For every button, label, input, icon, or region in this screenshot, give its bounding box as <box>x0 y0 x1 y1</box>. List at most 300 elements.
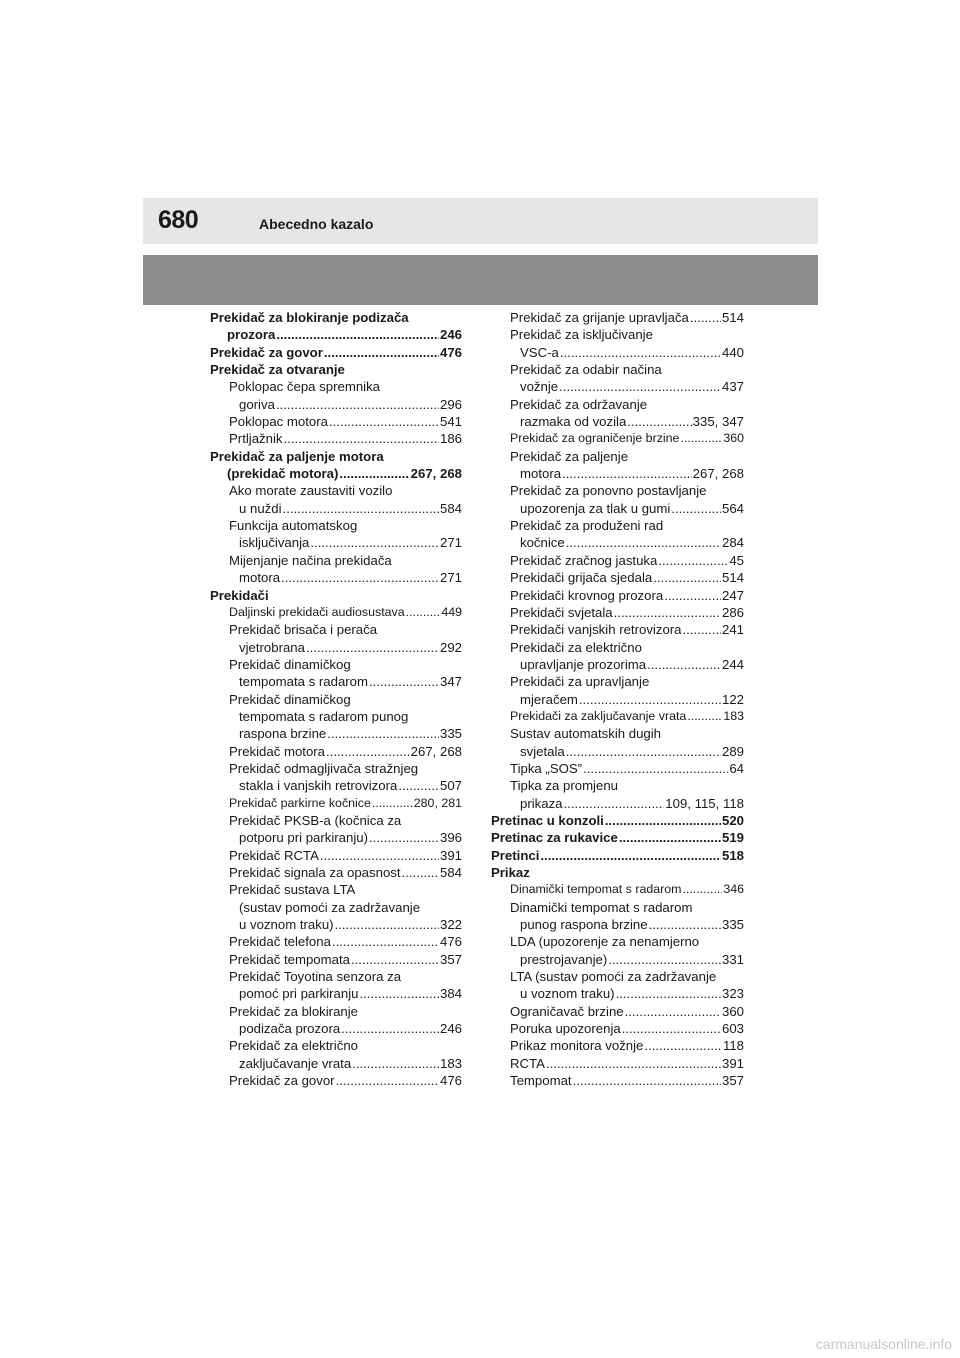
entry-text: Ograničavač brzine <box>510 1003 624 1019</box>
dot-leader <box>284 430 439 447</box>
index-entry <box>210 413 462 430</box>
index-entry <box>210 708 462 725</box>
dot-leader <box>281 569 439 586</box>
page-reference: 507 <box>439 778 462 794</box>
index-entry <box>491 448 744 465</box>
entry-text: Pretinac za rukavice <box>491 830 618 846</box>
index-entry <box>210 482 462 499</box>
entry-text: mjeračem <box>520 691 578 707</box>
entry-text: Prekidač za održavanje <box>510 396 648 412</box>
page-reference: 118 <box>722 1038 744 1054</box>
entry-text: Prekidači za upravljanje <box>510 674 650 690</box>
entry-text: u voznom traku) <box>239 917 334 933</box>
dot-leader <box>608 951 721 968</box>
index-entry <box>491 465 744 482</box>
entry-text: Prekidač telefona <box>229 934 331 950</box>
index-entry <box>491 569 744 586</box>
index-entry <box>210 1072 462 1089</box>
dot-leader <box>562 465 692 482</box>
page-reference: 514 <box>721 570 744 586</box>
entry-text: Prekidači svjetala <box>510 604 613 620</box>
dot-leader <box>690 309 721 326</box>
page-reference: 346 <box>723 882 744 897</box>
entry-text: vjetrobrana <box>239 639 305 655</box>
page-reference: 45 <box>729 552 744 568</box>
index-entry <box>491 1072 744 1089</box>
index-entry <box>210 552 462 569</box>
index-entry <box>491 760 744 777</box>
entry-text: Prekidač Toyotina senzora za <box>229 969 402 985</box>
dot-leader <box>664 587 721 604</box>
index-entry <box>210 673 462 690</box>
index-entry <box>210 656 462 673</box>
page-reference: 476 <box>439 344 462 360</box>
page-reference: 584 <box>439 865 462 880</box>
page-reference: 183 <box>723 708 744 723</box>
index-entry <box>210 604 462 621</box>
entry-text: Prekidač sustava LTA <box>229 882 356 898</box>
dot-leader <box>351 951 439 968</box>
entry-text: Prekidač za blokiranje <box>229 1003 359 1019</box>
page-reference: 584 <box>439 500 462 516</box>
page-reference: 518 <box>721 847 744 863</box>
dot-leader <box>276 396 439 413</box>
dot-leader <box>369 829 439 846</box>
index-entry <box>210 1037 462 1054</box>
index-entry <box>491 413 744 430</box>
page-reference: 267, 268 <box>410 743 462 759</box>
page-reference: 244 <box>721 656 744 672</box>
page-reference: 331 <box>721 951 744 967</box>
dot-leader <box>680 430 722 447</box>
entry-text: u voznom traku) <box>520 986 615 1002</box>
index-entry <box>210 864 462 881</box>
index-entry <box>210 933 462 950</box>
dot-leader <box>649 916 721 933</box>
page-reference: 391 <box>721 1055 744 1071</box>
entry-text: Tipka za promjenu <box>510 778 618 794</box>
index-entry <box>491 361 744 378</box>
entry-text: Prekidač parkirne kočnice <box>229 795 371 810</box>
index-entry <box>491 777 744 794</box>
dot-leader <box>369 673 439 690</box>
dot-leader <box>406 604 441 621</box>
entry-text: Prekidači vanjskih retrovizora <box>510 622 682 638</box>
dot-leader <box>372 795 413 812</box>
page-reference: 514 <box>721 310 744 325</box>
page-reference: 440 <box>721 344 744 360</box>
page-reference: 449 <box>441 604 462 619</box>
index-entry <box>210 465 462 482</box>
entry-text: Prekidači za električno <box>510 639 642 655</box>
dot-leader <box>605 812 721 829</box>
index-entry <box>210 899 462 916</box>
entry-text: Poklopac čepa spremnika <box>229 379 381 395</box>
entry-text: pomoć pri parkiranju <box>239 986 359 1002</box>
page-reference: 322 <box>439 917 462 933</box>
entry-text: goriva <box>239 396 275 412</box>
dot-leader <box>647 656 721 673</box>
header-band <box>143 255 818 305</box>
index-entry <box>491 829 744 846</box>
entry-text: Prekidač za govor <box>210 344 323 360</box>
entry-text: Prekidač za produženi rad <box>510 518 664 534</box>
index-entry <box>491 916 744 933</box>
page-reference: 122 <box>721 691 744 707</box>
entry-text: Sustav automatskih dugih <box>510 726 662 742</box>
entry-text: Prekidač brisača i perača <box>229 622 378 638</box>
dot-leader <box>398 777 439 794</box>
entry-text: punog raspona brzine <box>520 917 648 933</box>
page-reference: 335 <box>439 726 462 742</box>
entry-text: Funkcija automatskog <box>229 518 358 534</box>
page-reference: 360 <box>721 1003 744 1019</box>
entry-text: Prekidači grijača sjedala <box>510 570 653 586</box>
page-reference: 476 <box>439 934 462 950</box>
entry-text: Prekidači za zaključavanje vrata <box>510 708 687 723</box>
dot-leader <box>579 691 721 708</box>
entry-text: Dinamički tempomat s radarom <box>510 899 693 915</box>
index-entry <box>210 378 462 395</box>
index-entry <box>210 361 462 378</box>
page-reference: 271 <box>439 570 462 586</box>
entry-text: raspona brzine <box>239 726 327 742</box>
page-reference: 347 <box>439 674 462 690</box>
index-entry <box>210 812 462 829</box>
dot-leader <box>573 1072 721 1089</box>
index-entry <box>491 985 744 1002</box>
index-entry <box>210 829 462 846</box>
entry-text: Prekidač tempomata <box>229 951 350 967</box>
entry-text: Prekidač RCTA <box>229 847 319 863</box>
entry-text: isključivanja <box>239 535 310 551</box>
dot-leader <box>622 1020 721 1037</box>
entry-text: tempomata s radarom <box>239 674 368 690</box>
index-entry <box>210 639 462 656</box>
page-reference: 246 <box>439 327 462 343</box>
index-entry <box>491 378 744 395</box>
dot-leader <box>276 326 439 343</box>
entry-text: Pretinci <box>491 847 540 863</box>
dot-leader <box>583 760 728 777</box>
index-entry <box>491 309 744 326</box>
entry-text: stakla i vanjskih retrovizora <box>239 778 398 794</box>
entry-text: Prekidač za ograničenje brzine <box>510 431 680 446</box>
page-reference: 520 <box>721 812 744 828</box>
page-reference: 64 <box>729 760 744 776</box>
page-reference: 267, 268 <box>410 466 462 482</box>
page-reference: 603 <box>721 1021 744 1037</box>
page-reference: 384 <box>439 986 462 1002</box>
entry-text: Prekidač za odabir načina <box>510 362 662 378</box>
index-entry <box>491 482 744 499</box>
index-entry <box>491 899 744 916</box>
index-entry <box>210 985 462 1002</box>
entry-text: Prekidač za otvaranje <box>210 362 345 378</box>
page-reference: 267, 268 <box>692 466 744 482</box>
dot-leader <box>332 933 439 950</box>
dot-leader <box>627 413 691 430</box>
index-entry <box>491 1020 744 1037</box>
page-reference: 335 <box>721 917 744 933</box>
page-reference: 292 <box>439 639 462 655</box>
index-entry <box>210 1055 462 1072</box>
dot-leader <box>671 500 721 517</box>
index-entry <box>210 777 462 794</box>
entry-text: Prekidač PKSB-a (kočnica za <box>229 812 402 828</box>
entry-text: podizača prozora <box>239 1021 341 1037</box>
page-reference: 437 <box>721 379 744 395</box>
entry-text: Prekidač za paljenje <box>510 448 629 464</box>
page-reference: 564 <box>721 500 744 516</box>
page-reference: 246 <box>439 1021 462 1037</box>
index-entry <box>491 534 744 551</box>
entry-text: prozora <box>227 327 276 343</box>
dot-leader <box>619 829 721 846</box>
dot-leader <box>566 534 721 551</box>
dot-leader <box>320 847 439 864</box>
entry-text: upozorenja za tlak u gumi <box>520 500 671 516</box>
entry-text: u nuždi <box>239 500 282 516</box>
index-entry <box>491 864 744 881</box>
dot-leader <box>329 413 439 430</box>
index-entry <box>210 743 462 760</box>
page-reference: 396 <box>439 830 462 846</box>
page-reference: 271 <box>439 535 462 551</box>
dot-leader <box>352 1055 439 1072</box>
index-entry <box>491 743 744 760</box>
entry-text: upravljanje prozorima <box>520 656 647 672</box>
entry-text: Prekidač za paljenje motora <box>210 448 384 464</box>
dot-leader <box>359 985 439 1002</box>
index-entry <box>210 569 462 586</box>
page-reference: 541 <box>439 414 462 430</box>
entry-text: Poklopac motora <box>229 414 328 430</box>
index-entry <box>491 881 744 898</box>
dot-leader <box>644 1037 722 1054</box>
index-entry <box>210 587 462 604</box>
page-reference: 357 <box>439 951 462 967</box>
entry-text: motora <box>239 570 281 586</box>
dot-leader <box>566 743 721 760</box>
entry-text: (sustav pomoći za zadržavanje <box>239 899 421 915</box>
entry-text: Pretinac u konzoli <box>491 812 604 828</box>
index-entry <box>491 1003 744 1020</box>
index-entry <box>210 448 462 465</box>
entry-text: Prekidač motora <box>229 743 326 759</box>
entry-text: Prekidač za isključivanje <box>510 327 653 343</box>
dot-leader <box>625 1003 721 1020</box>
page-reference: 289 <box>721 743 744 759</box>
index-entry <box>210 968 462 985</box>
page-reference: 323 <box>721 986 744 1002</box>
entry-text: razmaka od vozila <box>520 414 627 430</box>
entry-text: Tipka „SOS” <box>510 760 583 776</box>
dot-leader <box>327 725 439 742</box>
entry-text: Prekidači krovnog prozora <box>510 587 664 603</box>
index-entry <box>210 534 462 551</box>
dot-leader <box>687 708 722 725</box>
index-entry <box>210 344 462 361</box>
index-entry <box>210 795 462 812</box>
index-entry <box>210 430 462 447</box>
index-entry <box>210 916 462 933</box>
dot-leader <box>310 534 439 551</box>
page-number: 680 <box>158 206 199 234</box>
page-reference: 476 <box>439 1073 462 1089</box>
entry-text: Prekidač za električno <box>229 1038 359 1054</box>
header-bar <box>143 198 818 244</box>
dot-leader <box>335 916 439 933</box>
entry-text: Prikaz monitora vožnje <box>510 1038 644 1054</box>
entry-text: Prekidači <box>210 587 269 603</box>
index-entry <box>491 1055 744 1072</box>
index-entry <box>491 621 744 638</box>
entry-text: Prekidač za govor <box>229 1073 335 1089</box>
page-reference: 335, 347 <box>692 414 744 430</box>
index-entry <box>210 500 462 517</box>
entry-text: Mijenjanje načina prekidača <box>229 552 392 568</box>
index-entry <box>491 604 744 621</box>
dot-leader <box>326 743 410 760</box>
page-reference: 286 <box>721 604 744 620</box>
page-reference: 519 <box>721 830 744 846</box>
entry-text: prikaza <box>520 795 563 811</box>
page-reference: 241 <box>721 622 744 638</box>
dot-leader <box>564 795 665 812</box>
index-entry <box>210 1020 462 1037</box>
index-entry <box>491 396 744 413</box>
dot-leader <box>546 1055 721 1072</box>
index-entry <box>491 639 744 656</box>
dot-leader <box>559 378 721 395</box>
entry-text: zaključavanje vrata <box>239 1055 352 1071</box>
entry-text: Prekidač za blokiranje podizača <box>210 310 409 325</box>
entry-text: Prekidač odmagljivača stražnjeg <box>229 760 419 776</box>
entry-text: Ako morate zaustaviti vozilo <box>229 483 393 499</box>
index-entry <box>210 725 462 742</box>
entry-text: Prekidač dinamičkog <box>229 691 351 707</box>
index-entry <box>491 795 744 812</box>
entry-text: Prikaz <box>491 865 530 880</box>
index-entry <box>491 847 744 864</box>
page-reference: 357 <box>721 1073 744 1089</box>
page-reference: 247 <box>721 587 744 603</box>
index-entry <box>210 517 462 534</box>
dot-leader <box>306 639 439 656</box>
section-title: Abecedno kazalo <box>259 216 374 232</box>
index-entry <box>210 881 462 898</box>
index-entry <box>491 587 744 604</box>
entry-text: Daljinski prekidači audiosustava <box>229 604 405 619</box>
dot-leader <box>336 1072 439 1089</box>
dot-leader <box>324 344 439 361</box>
index-entry <box>491 968 744 985</box>
dot-leader <box>402 864 439 881</box>
entry-text: Prekidač dinamičkog <box>229 656 351 672</box>
dot-leader <box>560 344 721 361</box>
dot-leader <box>683 621 721 638</box>
dot-leader <box>658 552 728 569</box>
index-entry <box>491 500 744 517</box>
entry-text: prestrojavanje) <box>520 951 608 967</box>
index-entry <box>491 708 744 725</box>
dot-leader <box>540 847 721 864</box>
index-entry <box>491 673 744 690</box>
entry-text: potporu pri parkiranju) <box>239 830 369 846</box>
entry-text: Prekidač zračnog jastuka <box>510 552 658 568</box>
page-reference: 284 <box>721 535 744 551</box>
page-reference: 391 <box>439 847 462 863</box>
entry-text: Poruka upozorenja <box>510 1021 621 1037</box>
watermark: carmanualsonline.info <box>815 1336 952 1352</box>
index-entry <box>210 691 462 708</box>
index-column-right <box>491 309 744 1089</box>
page-reference: 183 <box>439 1055 462 1071</box>
page-reference: 360 <box>723 431 744 446</box>
index-entry <box>491 951 744 968</box>
dot-leader <box>614 604 721 621</box>
index-entry <box>491 1037 744 1054</box>
entry-text: tempomata s radarom punog <box>239 708 409 724</box>
index-entry <box>491 326 744 343</box>
dot-leader <box>682 881 722 898</box>
index-entry <box>491 691 744 708</box>
index-entry <box>491 344 744 361</box>
entry-text: kočnice <box>520 535 565 551</box>
page-reference: 109, 115, 118 <box>665 795 744 811</box>
index-entry <box>491 552 744 569</box>
dot-leader <box>283 500 439 517</box>
entry-text: Prekidač signala za opasnost <box>229 865 401 880</box>
entry-text: LDA (upozorenje za nenamjerno <box>510 934 700 950</box>
index-entry <box>491 430 744 447</box>
entry-text: (prekidač motora) <box>227 466 339 482</box>
index-column-left <box>210 309 462 1089</box>
index-entry <box>210 309 462 326</box>
index-entry <box>210 760 462 777</box>
entry-text: Dinamički tempomat s radarom <box>510 882 682 897</box>
dot-leader <box>653 569 721 586</box>
index-entry <box>491 933 744 950</box>
index-entry <box>210 396 462 413</box>
page-reference: 186 <box>439 431 462 447</box>
page-reference: 280, 281 <box>413 795 462 810</box>
index-entry <box>491 725 744 742</box>
entry-text: VSC-a <box>520 344 559 360</box>
entry-text: RCTA <box>510 1055 545 1071</box>
dot-leader <box>341 1020 439 1037</box>
index-entry <box>210 951 462 968</box>
entry-text: Prekidač za ponovno postavljanje <box>510 483 707 499</box>
dot-leader <box>616 985 721 1002</box>
entry-text: vožnje <box>520 379 559 395</box>
index-entry <box>491 812 744 829</box>
index-entry <box>491 656 744 673</box>
index-entry <box>210 1003 462 1020</box>
entry-text: svjetala <box>520 743 565 759</box>
entry-text: motora <box>520 466 562 482</box>
entry-text: Prekidač za grijanje upravljača <box>510 310 689 325</box>
entry-text: Tempomat <box>510 1073 572 1089</box>
index-entry <box>210 326 462 343</box>
page-reference: 296 <box>439 396 462 412</box>
index-entry <box>210 621 462 638</box>
index-entry <box>210 847 462 864</box>
dot-leader <box>339 465 409 482</box>
index-entry <box>491 517 744 534</box>
entry-text: LTA (sustav pomoći za zadržavanje <box>510 969 717 985</box>
